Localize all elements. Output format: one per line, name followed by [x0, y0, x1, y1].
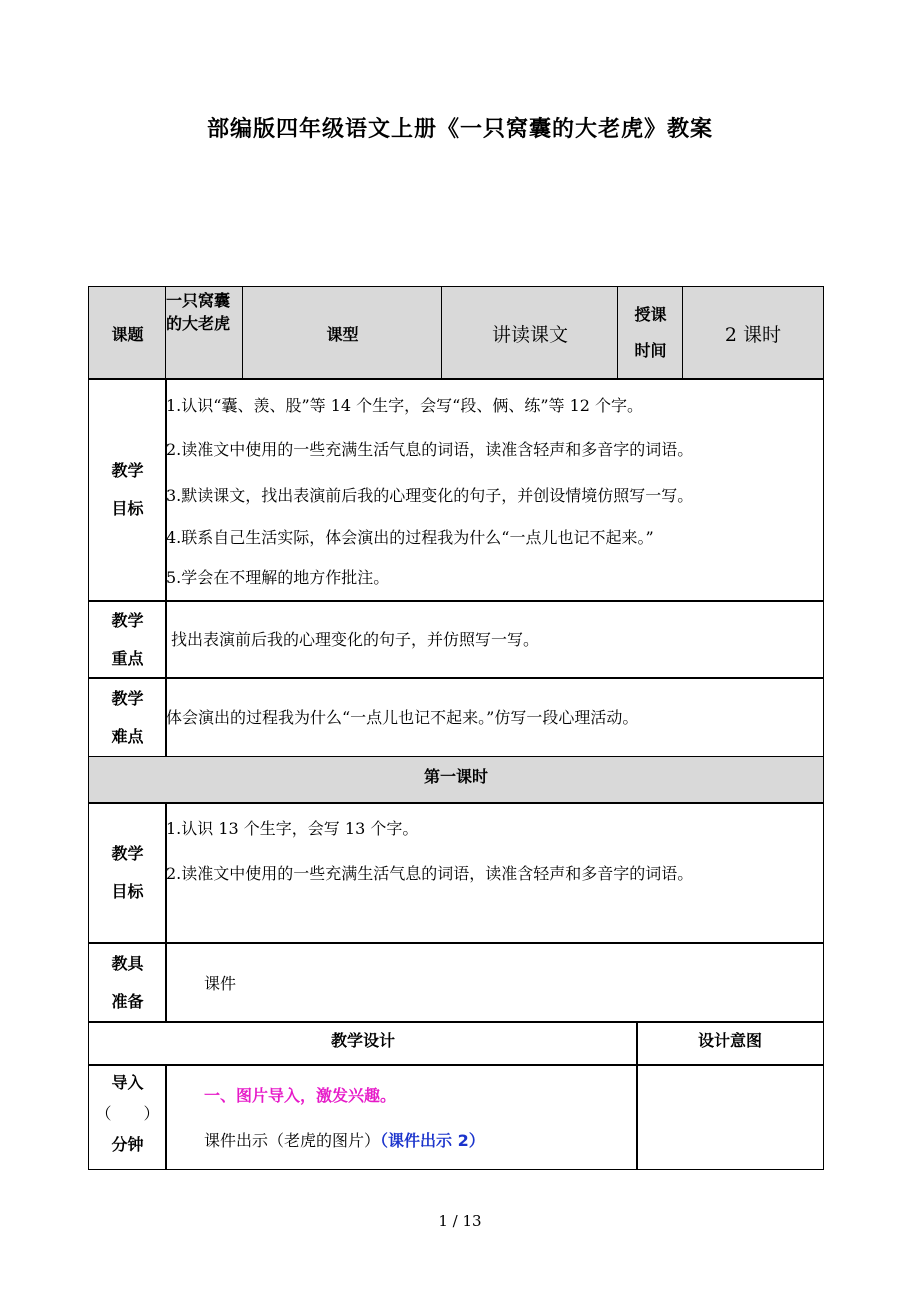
- time-value-cell: [682, 286, 824, 380]
- lesson1-heading-cell: [88, 756, 824, 804]
- time-label-2: 时间: [634, 341, 667, 360]
- difficulties-label-cell: [88, 677, 167, 758]
- tools-label-1: 教具: [111, 953, 144, 973]
- intent-header: 设计意图: [697, 1031, 762, 1050]
- keypoints-label-cell: [88, 600, 167, 679]
- intro-intent-cell: [636, 1064, 824, 1170]
- design-header: 教学设计: [330, 1031, 395, 1050]
- goals-label-1: 教学: [111, 461, 144, 480]
- type-value: 讲读课文: [491, 323, 568, 346]
- topic-value-cell: [165, 286, 244, 380]
- difficulties-label-1: 教学: [111, 688, 144, 708]
- intro-text-line: [204, 1128, 485, 1151]
- time-value: 2 课时: [724, 323, 782, 346]
- goals-label-cell: [88, 378, 167, 602]
- intro-text: 课件出示（老虎的图片）: [204, 1131, 381, 1150]
- keypoints-label-1: 教学: [111, 610, 144, 630]
- intro-courseware: （课件出示 2）: [380, 1131, 485, 1150]
- keypoints-label-2: 重点: [111, 648, 144, 668]
- goals-label-2: 目标: [111, 499, 144, 518]
- page-number: 1 / 13: [438, 1212, 482, 1230]
- tools-value: 课件: [204, 974, 237, 993]
- tools-label-2: 准备: [111, 991, 144, 1011]
- design-header-cell: [88, 1021, 638, 1066]
- goal-item: 3.默读课文，找出表演前后我的心理变化的句子，并创设情境仿照写一写。: [166, 486, 694, 505]
- tools-content-cell: [165, 942, 824, 1023]
- time-label-1: 授课: [634, 305, 667, 324]
- goal-item: 1.认识“囊、羡、股”等 14 个生字，会写“段、俩、练”等 12 个字。: [166, 396, 644, 415]
- lesson1-goals-content-cell: [165, 802, 824, 944]
- document-title: 部编版四年级语文上册《一只窝囊的大老虎》教案: [206, 117, 713, 142]
- keypoints-text: 找出表演前后我的心理变化的句子，并仿照写一写。: [171, 630, 540, 649]
- intro-heading: 一、图片导入，激发兴趣。: [204, 1086, 397, 1105]
- time-label-cell: [617, 286, 684, 380]
- lesson1-goals-label-2: 目标: [111, 882, 144, 901]
- topic-label: 课题: [111, 324, 144, 344]
- intro-label-2: （ ）: [95, 1104, 160, 1123]
- goal-item: 2.读准文中使用的一些充满生活气息的词语，读准含轻声和多音字的词语。: [166, 440, 694, 459]
- difficulties-label-2: 难点: [111, 726, 144, 746]
- topic-label-cell: [88, 286, 167, 380]
- type-value-cell: [441, 286, 619, 380]
- intro-label-1: 导入: [111, 1073, 144, 1092]
- type-label-cell: [242, 286, 443, 380]
- type-label: 课型: [326, 324, 359, 344]
- lesson1-goals-label-cell: [88, 802, 167, 944]
- goal-item: 5.学会在不理解的地方作批注。: [166, 568, 390, 587]
- intro-content-cell: [165, 1064, 638, 1170]
- goal-item: 4.联系自己生活实际，体会演出的过程我为什么“一点儿也记不起来。”: [166, 528, 654, 547]
- difficulties-text: 体会演出的过程我为什么“一点儿也记不起来。”仿写一段心理活动。: [166, 708, 639, 727]
- intro-label-cell: [88, 1064, 167, 1170]
- intent-header-cell: [636, 1021, 824, 1066]
- lesson1-goal-item: 1.认识 13 个生字，会写 13 个字。: [166, 819, 419, 838]
- keypoints-content-cell: [165, 600, 824, 679]
- tools-label-cell: [88, 942, 167, 1023]
- topic-value: 一只窝囊的大老虎: [166, 291, 231, 333]
- lesson1-goal-item: 2.读准文中使用的一些充满生活气息的词语，读准含轻声和多音字的词语。: [166, 864, 694, 883]
- intro-label-3: 分钟: [111, 1135, 144, 1154]
- difficulties-content-cell: [165, 677, 824, 758]
- goals-content-cell: [165, 378, 824, 602]
- lesson1-goals-label-1: 教学: [111, 844, 144, 863]
- lesson1-heading: 第一课时: [423, 767, 488, 786]
